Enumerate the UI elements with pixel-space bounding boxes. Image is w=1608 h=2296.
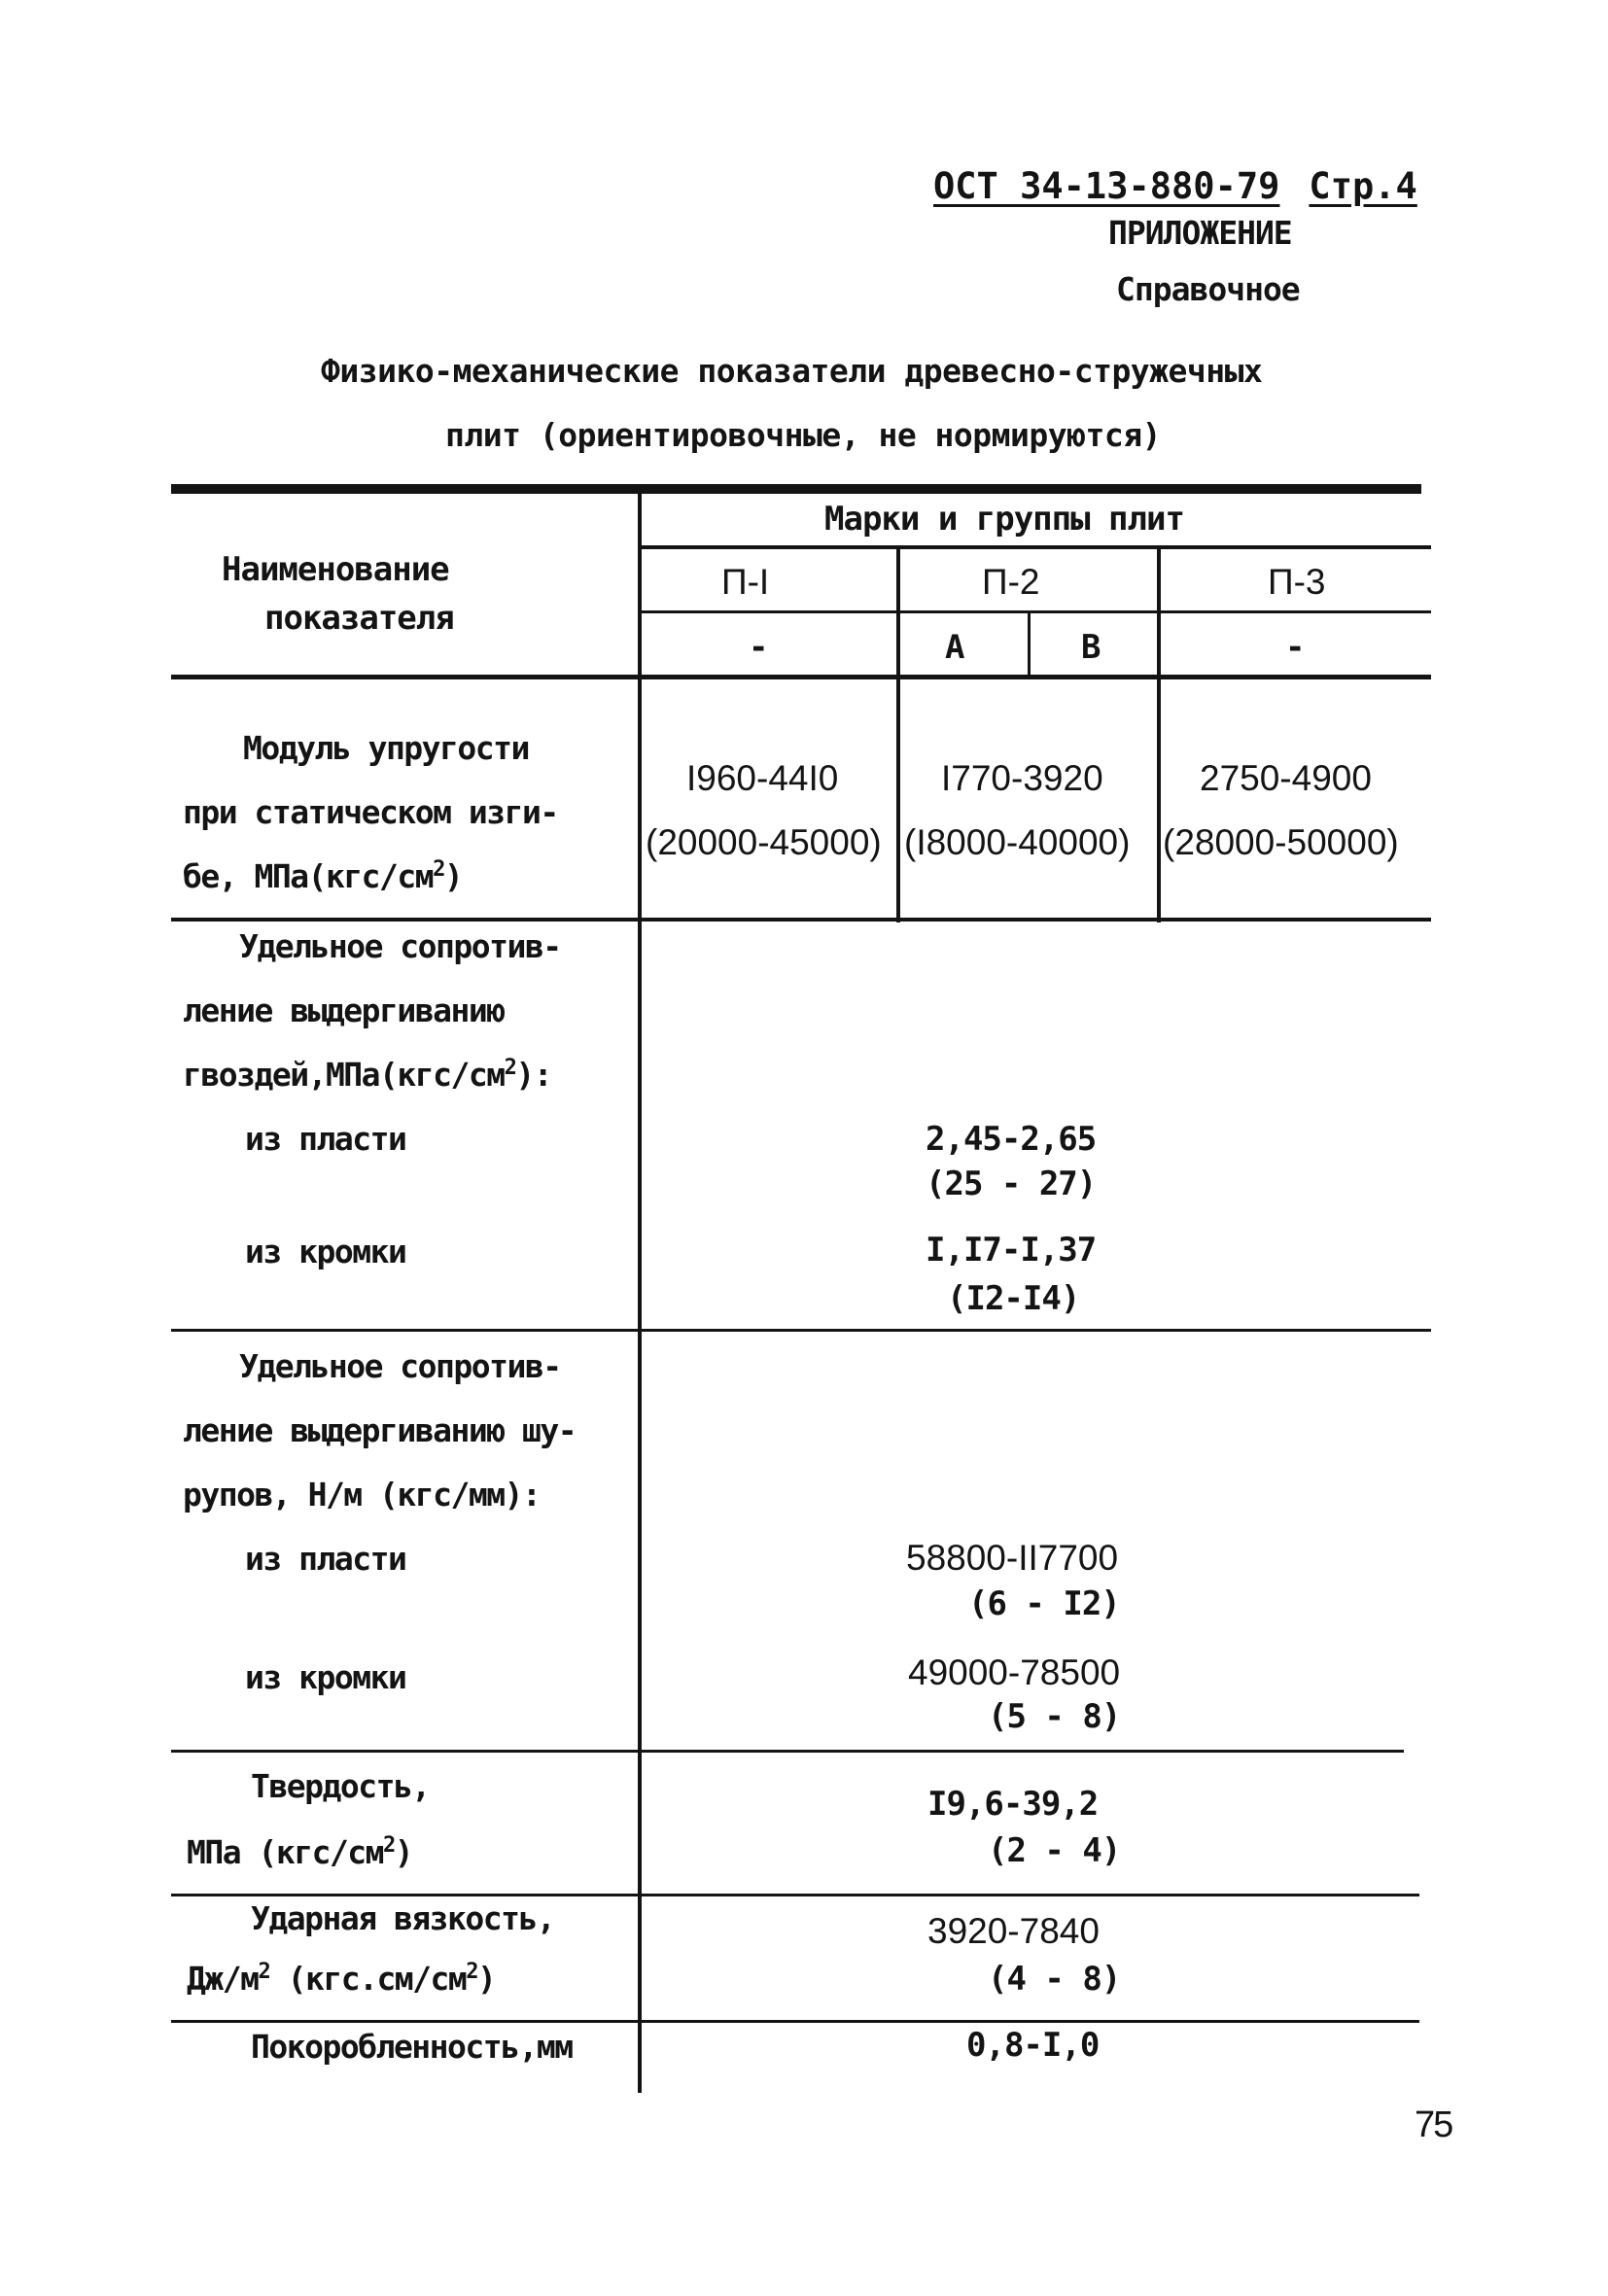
table-title-line2: плит (ориентировочные, не нормируются) — [445, 416, 1161, 454]
nails-sub2-value-alt: (I2-I4) — [947, 1279, 1080, 1318]
table-title-line1: Физико-механические показатели древесно-стружечных — [321, 352, 1263, 390]
nails-label-1: Удельное сопротив- — [239, 927, 561, 965]
screws-sub2-value: 49000-78500 — [908, 1652, 1121, 1692]
nails-sub2-label: из кромки — [245, 1233, 406, 1270]
hardness-label-2: МПа $(кгс/см^2)$ — [187, 1833, 413, 1871]
impact-value-alt: (4 - 8) — [988, 1960, 1121, 1999]
screws-label-2: ление выдергиванию шу- — [183, 1411, 577, 1449]
header-p2-sub-a: А — [945, 628, 964, 667]
header-p3: П-3 — [1268, 562, 1326, 602]
modulus-p1-value: I960-44I0 — [686, 758, 839, 798]
modulus-p1-value-alt: (20000-45000) — [646, 822, 882, 862]
screws-sub2-value-alt: (5 - 8) — [988, 1697, 1121, 1736]
screws-sub2-label: из кромки — [245, 1658, 406, 1696]
header-group: Марки и группы плит — [824, 500, 1184, 539]
screws-label-3: рупов, Н/м (кгс/мм): — [183, 1476, 541, 1513]
header-p1: П-I — [721, 562, 770, 602]
appendix-type: Справочное — [1116, 270, 1300, 308]
screws-sub1-label: из пласти — [245, 1540, 406, 1578]
header-name-line1: Наименование — [222, 550, 449, 589]
screws-label-1: Удельное сопротив- — [239, 1347, 561, 1385]
modulus-p3-value: 2750-4900 — [1200, 758, 1372, 798]
modulus-p2-value: I770-3920 — [941, 758, 1103, 798]
nails-label-2: ление выдергиванию — [183, 991, 505, 1029]
header-p2: П-2 — [982, 562, 1040, 602]
modulus-p3-value-alt: (28000-50000) — [1163, 822, 1399, 862]
header-p1-sub: - — [749, 628, 768, 667]
header-name-line2: показателя — [264, 599, 454, 638]
modulus-label-3: бе, $МПа(кгс/см^2)$ — [183, 857, 463, 895]
nails-sub2-value: I,I7-I,37 — [926, 1231, 1097, 1270]
screws-sub1-value-alt: (6 - I2) — [968, 1584, 1120, 1623]
nails-sub1-label: из пласти — [245, 1120, 406, 1158]
modulus-label-1: Модуль упругости — [243, 729, 529, 767]
warp-value: 0,8-I,0 — [966, 2026, 1100, 2065]
document-code: ОСТ 34-13-880-79 Стр.4 — [933, 165, 1417, 207]
nails-sub1-value-alt: (25 - 27) — [926, 1165, 1097, 1203]
modulus-label-2: при статическом изги- — [183, 793, 558, 831]
appendix-title: ПРИЛОЖЕНИЕ — [1108, 214, 1292, 252]
screws-sub1-value: 58800-II7700 — [906, 1538, 1119, 1578]
page-label: Стр.4 — [1309, 165, 1417, 207]
header-p2-sub-b: В — [1081, 628, 1101, 667]
nails-sub1-value: 2,45-2,65 — [926, 1120, 1097, 1159]
impact-value: 3920-7840 — [927, 1911, 1100, 1951]
impact-label-1: Ударная вязкость, — [251, 1899, 555, 1937]
page-number: 75 — [1415, 2105, 1452, 2145]
nails-label-3: $гвоздей,МПа(кгс/см^2)$: — [183, 1056, 552, 1094]
hardness-value-alt: (2 - 4) — [988, 1831, 1121, 1870]
hardness-value: I9,6-39,2 — [927, 1785, 1099, 1824]
impact-label-2: $Дж/м^2$ $(кгс.см/см^2)$ — [187, 1960, 496, 1998]
hardness-label-1: Твердость, — [251, 1767, 430, 1805]
header-p3-sub: - — [1285, 628, 1305, 667]
modulus-p2-value-alt: (I8000-40000) — [904, 822, 1131, 862]
warp-label: Покоробленность,мм — [251, 2028, 573, 2066]
